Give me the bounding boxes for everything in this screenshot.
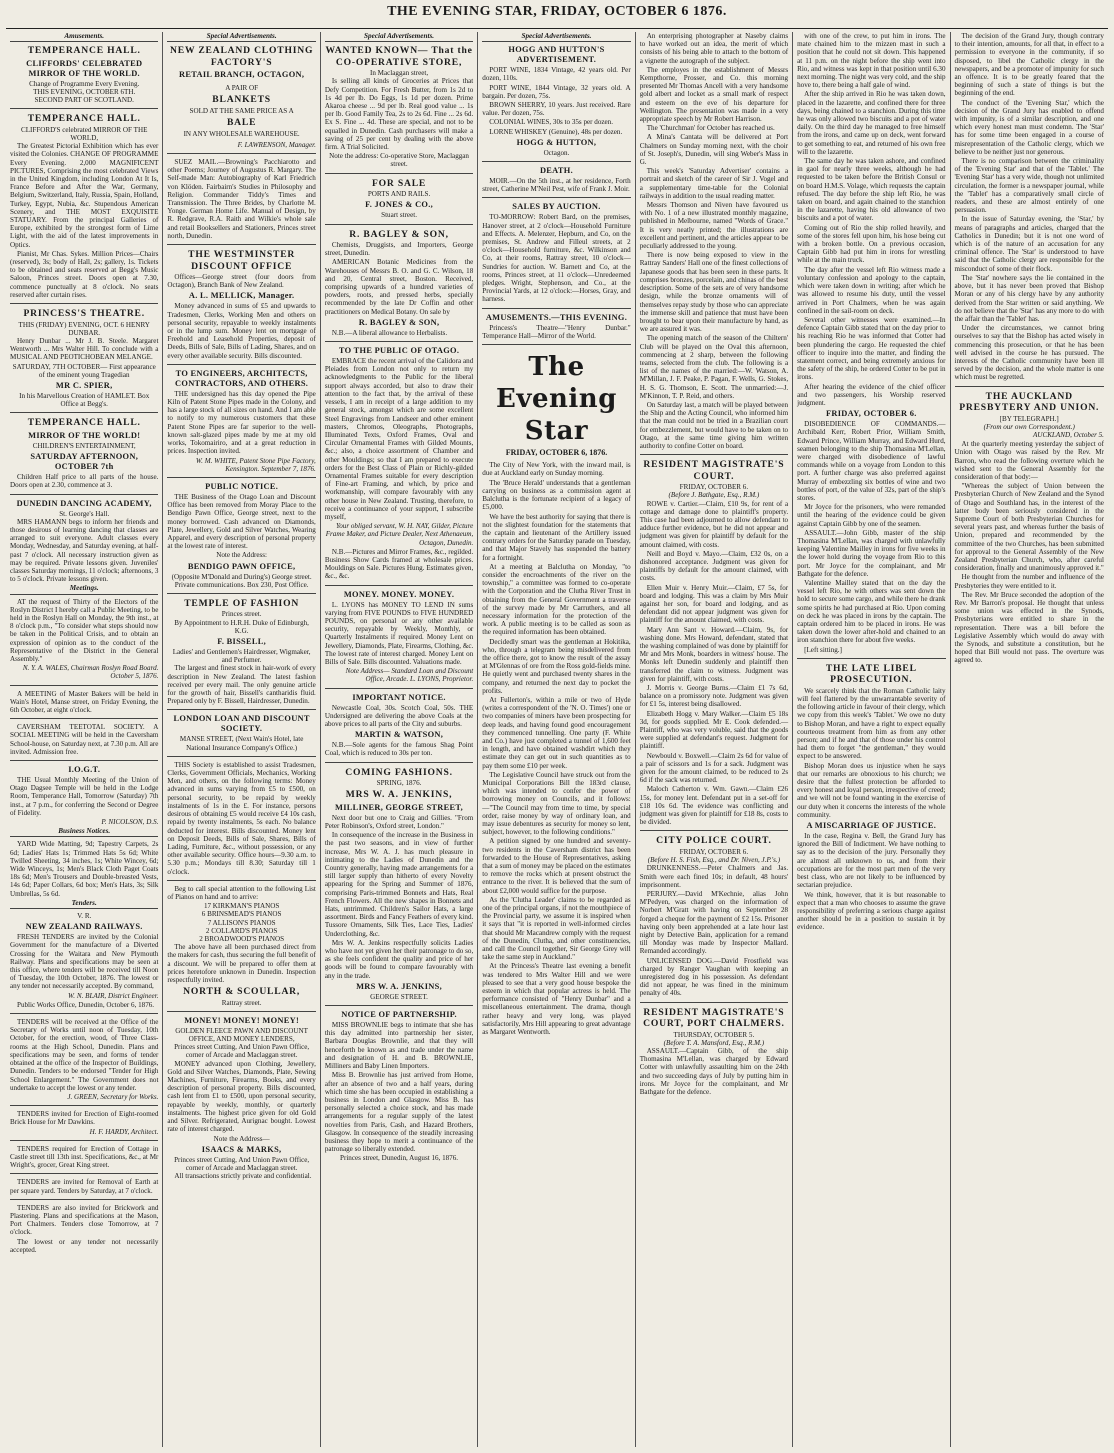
- headline: F. JONES & CO.,: [365, 200, 434, 210]
- divider: [325, 224, 473, 225]
- paragraph: BROWN SHERRY, 10 years. Just received. Rare value. Per dozen, 75s.: [482, 101, 631, 118]
- paragraph: L. LYONS has MONEY TO LEND IN sums varying from FIVE POUNDS to FIVE HUNDRED POUNDS, on personal or any other available security, repayable by Weekly, Monthly, or Quarterly Instalments if required. Money Lent on Jewellery, Diamonds, Plate, Firearms, Clothing, &c. The lowest rate of interest charged. Money Lent on Bills of Sale. Bills discounted. Valuations made.: [324, 600, 474, 666]
- headline: R. BAGLEY & SON,: [349, 228, 449, 240]
- paragraph: TO-MORROW: Robert Bard, on the premises, Hanover street, at 2 o'clock—Household Furniture and Effects. A. Melenzer, Hepburn, and Co, on the premises, St. Andrew and Filleul streets, at 2 o'clock—Household furniture, &c. Wilkinson and Co, at their rooms, Rattray street, 10 o'clock—Sundries for auction. W. Barnett and Co, at the rooms, Princes street, at 11 o'clock—Unredeemed pledges. Wright, Stephenson, and Co., at the Provincial Yards, at 12 o'clock:—Horses, Gray, and harness.: [482, 213, 631, 304]
- divider: [482, 308, 630, 309]
- headline: LONDON LOAN AND DISCOUNT SOCIETY.: [173, 714, 310, 734]
- divider: [167, 756, 315, 757]
- nameplate-date: FRIDAY, OCTOBER 6, 1876.: [505, 448, 608, 458]
- meetings-block: [10, 598, 158, 827]
- paragraph: Pianist, Mr Chas. Sykes. Million Prices—Chairs (reserved), 3s; body of Hall, 2s; gallery, 1s. Tickets to be obtained and seats reserved at Begg's Music Saloon, Princes street. Doors open at 7.30, commence punctually at 8 o'clock. No seats reserved after curtain rises.: [10, 249, 159, 299]
- divider: [325, 762, 473, 763]
- column-2: [163, 32, 320, 1447]
- headline: SECOND PART OF SCOTLAND.: [34, 96, 134, 105]
- paragraph: We have the best authority for saying that there is not the slightest foundation for the statements that the captain and lieutenant of the Artillery issued contrary orders for the Saturday parade on Tuesday, and that Major Stavely has suspended the battery for a fortnight.: [482, 512, 631, 562]
- column-1: [6, 32, 163, 1447]
- paragraph: DISOBEDIENCE OF COMMANDS.—Archibald Kerr, Robert Prior, William Smith, Edward Prince, William Murray, and Edward Hurd, seamen belonging to the ship Thomasina M'Lellan, were charged with disobedience of lawful commands while on a voyage from London to this port. A further charge was also preferred against Murray of embezzling six bottles of wine and two bottles of port, of the value of 32s, part of the ship's stores.: [797, 420, 946, 502]
- column-7-continued-block: [955, 32, 1104, 382]
- amusements-block: [10, 45, 158, 583]
- divider: [325, 688, 473, 689]
- divider: [10, 494, 158, 495]
- paragraph: The Legislative Council have struck out from the Municipal Corporations Bill the 183rd clause, which was intended to confer the power of borrowing money on Councils, and it follows:—"The Council may from time to time, by special order, raise money by way of ordinary loan, and may issue debentures as security for money so lent, subject, however, to the following conditions.": [482, 770, 631, 837]
- paragraph: The employes in the establishment of Messrs Kempthorne, Prosser, and Co. this morning presented Mr Thomas Ancell with a very handsome gold albert and locket as a small mark of respect and esteem on the eve of his departure for Wellington. The presentation was made in a very appropriate speech by Mr Robert Harrison.: [639, 65, 789, 124]
- paragraph: ROWE v. Cartier.—Claim, £10 9s, for rent of a cottage and damage done to plaintiff's property. This case had been adjourned to allow defendant to adduce further evidence, but he did not appear and judgment was given for plaintiff by default for the amount claimed, with costs.: [639, 499, 789, 549]
- paragraph: TENDERS are also invited for Brickwork and Plastering. Plans and specifications at the Mason, Port Chalmers. Tenders close Tomorrow, at 7 o'clock.: [10, 1203, 159, 1237]
- headline: TEMPERANCE HALL.: [27, 417, 141, 429]
- paragraph: He thought from the number and influence of the Presbyteries they were entitled to it.: [954, 573, 1104, 590]
- libel-block: [797, 687, 945, 819]
- paragraph: Henry Dunbar ... Mr J. B. Steele. Margaret Wentworth ... Mrs Walter Hill. To conclude with a MUSICAL AND PEOTICHOBEAN MELANGE.: [10, 336, 159, 362]
- magistrates-court-date: FRIDAY, OCTOBER 6.: [679, 483, 749, 492]
- paragraph: The Greatest Pictorial Exhibition which has ever visited the Colonies. CHANGE OF PROGRAMME Every Evening. 2,000 MAGNIFICENT PICTURES, Comprising the most celebrated Views in the United Kingdom, including London At It Is, France Before and After the War, Germany, Belgium, Switzerland, Italy, Russia, Spain, Holland, Turkey, Egypt, Nubia, &c. Stupendous American Scenery, and THE MOST EXQUISITE STATUARY. From the principal Galleries of Europe, exhibited by the strongest form of Lime Light, with the aid of the latest improvements in Optics.: [10, 142, 159, 249]
- paragraph: There is now being exposed to view in the Rattray Sanders' Hall one of the finest collections of Japanese goods that has been seen in these parts. It comprises bronzes, porcelain, and chinas of the best description. Some of the sets are of very handsome design, while the bronze ornaments will of themselves repay study by those who can appreciate the immense skill and patience that must have been brought to bear upon their manufacture by hand, as we are assured it was.: [639, 251, 789, 334]
- divider: [640, 1002, 788, 1003]
- headline: PUBLIC NOTICE.: [205, 481, 279, 491]
- headline: CLIFFORDS' CELEBRATED MIRROR OF THE WORLD.: [26, 58, 143, 78]
- paragraph: An enterprising photographer at Naseby claims to have worked out an idea, the merit of which consists of his being able to attach to the bottom of a vignette the autograph of the subject.: [639, 32, 789, 65]
- paragraph: MISS BROWNLIE begs to intimate that she has this day admitted into partnership her sister, Barbara Douglas Brownlie, and that they will henceforth be known as and trade under the name and designation of H. and B. BROWNLIE, Milliners and Baby Linen Importers.: [324, 1021, 474, 1071]
- signature-line: W. M. WHITE, Patent Stone Pipe Factory, Kensington. September 7, 1876.: [195, 456, 316, 473]
- signature-line: F. LAWRENSON, Manager.: [237, 140, 316, 149]
- paragraph: Decidedly smart was the gentleman at Hokitika, who, through a telegram being misdelivered from the office there, got to know the result of the assay at M'Glennas of ore from the Ross gold-fields mine. He quietly went and purchased twenty shares in the company, and returned the next day to pocket the profits.: [482, 637, 631, 695]
- headline: In his Marvellous Creation of HAMLET. Box Office at Begg's.: [19, 392, 150, 409]
- headline: By Appointment to H.R.H. Duke of Edinburgh, K.G.: [174, 618, 309, 635]
- paragraph: AMERICAN Botanic Medicines from the Warehouses of Messrs B. O. and G. C. Wilson, 18 and 20, Central street, Boston. Received, comprising upwards of a hundred varieties of powders, roots, and pressed herbs, specially recommended by the late Dr Coffin and other practitioners on Medical Botany. On sale by: [324, 258, 474, 316]
- divider: [325, 1005, 473, 1006]
- headline: WANTED KNOWN— That the CO-OPERATIVE STORE,: [325, 45, 473, 68]
- divider: [167, 477, 315, 478]
- paragraph: Next door but one to Craig and Gillies. "From Peter Robinson's, Oxford street, London.": [324, 813, 474, 831]
- headline: St. George's Hall.: [59, 509, 110, 518]
- headline: I.O.G.T.: [68, 765, 101, 774]
- paragraph: THE undersigned has this day opened the Pipe Kiln of Patent Stone Pipes made in the Colony, and has a large stock of all sizes on hand. And I am able to notify to my numerous customers that these Patent Stone Pipes are far superior to the well-known salt-glazed pipes made by me at my old works, Tokomairiro, and at a great reduction in prices. Inspection invited.: [167, 389, 316, 456]
- auckland-telegraph-tag: [BY TELEGRAPH.]: [999, 414, 1059, 423]
- paragraph: After hearing the evidence of the chief officer and two passengers, his Worship reserved judgment.: [797, 382, 946, 407]
- divider: [167, 1011, 315, 1012]
- headline: Princes street.: [221, 610, 262, 619]
- headline: FOR SALE: [371, 177, 427, 189]
- divider: [10, 108, 158, 109]
- headline: Octagon.: [543, 148, 570, 157]
- divider: [640, 830, 788, 831]
- magistrates-court-heading: RESIDENT MAGISTRATE'S COURT.: [643, 459, 785, 482]
- paragraph: Beg to call special attention to the following List of Pianos on hand and to arrive:: [167, 884, 316, 901]
- headline: 17 KIRKMAN'S PIANOS: [203, 902, 280, 911]
- paragraph: The opening match of the season of the Chiltern' Club will be played on the Oval this afternoon, commencing at 2 sharp, between the following teams, selected from the club. The following is a list of the names of the married:—W. Watson, A. M'Millan, J. F. Peake, P. Pagan, F. Wells, G. Stokes, H. S. G. Thomson, E. Scott. The unmarried:—J. M'Kinnon, T. P. Reid, and others.: [639, 334, 789, 400]
- headline: R. BAGLEY & SON,: [358, 317, 440, 327]
- headline: F. BISSELL,: [217, 637, 267, 647]
- headline: NEW ZEALAND RAILWAYS.: [25, 922, 143, 932]
- paragraph: The day after the vessel left Rio witness made a voluntary confession and apology to the captain, which were taken down in writing; after which he was allowed to resume his duty, until the vessel arrived in Port Chalmers, when he was again confined in the sail-room on deck.: [797, 265, 946, 315]
- divider: [167, 364, 315, 365]
- column-3-block: [325, 45, 473, 1162]
- divider: [167, 709, 315, 710]
- paragraph: The 'Star' nowhere says the lie contained in the above, but it has never been proved that Bishop Moran or any of his clergy have by any authority derived from the Star written or said anything. We do not believe that the 'Star' has any more to do with the affair than the 'Tablet' has.: [954, 273, 1104, 323]
- port-court-block: [640, 1047, 788, 1096]
- newspaper-nameplate: The Evening Star: [496, 352, 617, 447]
- headline: NORTH & SCOULLAR,: [183, 986, 301, 998]
- headline: TEMPERANCE HALL.: [27, 45, 141, 57]
- magistrates-court-block: [640, 500, 788, 827]
- divider: [482, 161, 630, 162]
- paragraph: A Mina's Cantata will be delivered at Port Chalmers on Sunday morning next, with the choir of St. Joseph's, Dunedin, will sing Weber's Mass in G.: [639, 133, 789, 167]
- paragraph: AT the request of Thirty of the Electors of the Roslyn District I hereby call a Public Meeting, to be held in the Roslyn Hall on Monday, the 9th inst., at 8 o'clock p.m., "To consider what steps should now be taken in the Political Crisis, and to obtain an expression of opinion as to the conduct of the Representative of the District in the General Assembly.": [10, 597, 159, 663]
- paragraph: N.B.—Sole agents for the famous Shag Point Coal, which is reduced to 30s per ton.: [324, 741, 474, 758]
- headline: IN ANY WHOLESALE WAREHOUSE.: [183, 129, 300, 138]
- divider: [10, 1173, 158, 1174]
- headline: CLIFFORD'S celebrated MIRROR OF THE WORLD,: [20, 125, 148, 143]
- paragraph: This week's 'Saturday Advertiser' contains a portrait and sketch of the career of Sir J. Vogel and a supplementary time-table for the Colonial railways in addition to the usual reading matter.: [639, 167, 789, 200]
- divider: [10, 1140, 158, 1141]
- headline: AMUSEMENTS.—THIS EVENING.: [485, 312, 628, 322]
- paragraph: THE Usual Monthly Meeting of the Union of Otago Dagsee Temple will be held in the Lodge Room, Temperance Hall, Tomorrow (Saturday) 7th inst., at 7 p.m., for conferring the Second or Degree of Fidelity.: [10, 776, 159, 817]
- paragraph: The Rev. Mr Bruce seconded the adoption of the Rev. Mr Barron's proposal. He thought that unless some union was effected in the Synods, Presbyterians were entitled to share in the representation. There was a bill before the Legislative Assembly which would do away with the Synods, and substitute a constitution, but he hoped that Bill would not pass. The overture was agreed to.: [954, 590, 1104, 665]
- paragraph: Several other witnesses were examined.—In defence Captain Gibb stated that on the day prior to his reaching Rio he was informed that Cotter had been plundering the cargo. He requested the chief officer to inquire into the matter, and finding the statement correct, and being extremely anxious for the safety of the ship, he ordered Cotter to be put in irons.: [797, 315, 946, 382]
- headline: MIRROR OF THE WORLD!: [28, 430, 141, 440]
- paragraph: ASSAULT.—Captain Gibb, of the ship Thomasina M'Lellan, was charged by Edward Cotter with unlawfully assaulting him on the 24th and two succeeding days of July by putting him in irons. Mr Joyce for the complainant, and Mr Bathgate for the defence.: [639, 1047, 789, 1097]
- headline: 6 BRINSMEAD'S PIANOS: [201, 910, 282, 919]
- paragraph: The decision of the Grand Jury, though contrary to their intention, amounts, for all that, in effect to a permission to everyone in the community, if so disposed, to libel the Catholic clergy in the newspapers, and be a promoter of impunity for such an offence. It is to be greatly feared that the beginning of such a state of things is but the beginning of the end.: [954, 32, 1104, 98]
- paragraph: The above have all been purchased direct from the makers for cash, thus securing the full benefit of a discount. We will be prepared to offer them at prices heretofore unknown in Dunedin. Inspection respectfully invited.: [167, 943, 316, 984]
- headline: HOGG AND HUTTON'S ADVERTISEMENT.: [508, 45, 605, 65]
- paragraph: DRUNKENNESS.—Peter Chalmers and Jas. Smith were each fined 10s; in default, 48 hours' imprisonment.: [639, 864, 789, 889]
- paragraph: All transactions strictly private and confidential.: [174, 1172, 312, 1181]
- paragraph: On Saturday last, a match will be played between the Ship and the Acting Council, who informed him that the man could not be tried in a Brazilian court for embezzlement, but would have to be taken on to Otago, at the same time giving him written authority to confine Cotter on board.: [639, 400, 789, 450]
- paragraph: N.B.—Pictures and Mirror Frames, &c., regilded. Business Show Cards framed at wholesale prices. Mouldings on Sale. Pictures Hung. Estimates given, &c., &c.: [324, 547, 474, 581]
- port-court-heading: RESIDENT MAGISTRATE'S COURT, PORT CHALMERS.: [643, 1006, 785, 1030]
- paragraph: At the Princess's Theatre last evening a benefit was tendered to Mrs Walter Hill and we were pleased to see that a very good house bespoke the esteem in which that popular actress is held. The performance consisted of "Henry Dunbar" and a miscellaneous entertainment. The drama, though rather heavy and very long, was played satisfactorily, Mrs Hill appearing to great advantage as Margaret Wentworth.: [482, 962, 631, 1037]
- headline: SPRING, 1876.: [376, 779, 422, 788]
- auckland-block: [955, 440, 1104, 664]
- headline: MRS W. A. JENKINS,: [356, 981, 443, 991]
- paragraph: LORNE WHISKEY (Genuine), 48s per dozen.: [489, 127, 623, 136]
- headline: A. L. MELLICK, Manager.: [188, 291, 295, 301]
- column-4-ads-block: [482, 45, 630, 340]
- column-1-heading: Amusements.: [10, 32, 158, 42]
- divider: [10, 718, 158, 719]
- paragraph: Elizabeth Hogg v. Mary Walker.—Claim £5 18s 3d, for goods supplied. Mr E. Cook defended.—Plaintiff, who was very voluble, said that the goods were supplied at defendant's request. Judgment for plaintiff.: [639, 709, 789, 751]
- paragraph: CAVERSHAM TEETOTAL SOCIETY. A SOCIAL MEETING will be held in the Caversham School-house, on Saturday next, at 7.30 p.m. All are invited. Admission free.: [10, 723, 159, 756]
- police-court-judge: (Before H. S. Fish, Esq., and Dr. Niven, J.P.'s.): [647, 856, 781, 865]
- divider: [10, 1105, 158, 1106]
- paragraph: The City of New York, with the inward mail, is due at Auckland early on Sunday morning.: [482, 461, 631, 478]
- magistrates-court-judge: (Before J. Bathgate, Esq., R.M.): [668, 491, 760, 500]
- paragraph: PERJURY.—David M'Kechnie, alias John M'Pedyen, was charged on the information of Norbert M'Gratt with having on September 28 forged a cheque for the payment of £2 15s. Prisoner having only been apprehended at a late hour last night by Detective Bain, application for a remand till Monday was made by Inspector Mallard. Remanded accordingly.: [639, 890, 789, 956]
- paragraph: At Fullerton's, within a mile or two of Hyde (writes a correspondent of the 'N. O. Times') one or two companies of miners have been prospecting for deep leads, and having found good encouragement they commenced tunnelling. One party (F. White and Co.) have just completed a tunnel of 1,600 feet in length, and have obtained washdirt which they estimate they can get out in such quantities as to pay them some £10 per week.: [482, 695, 631, 770]
- paragraph: J. Morris v. George Burns.—Claim £1 7s 6d, balance on a promissory note. Judgment was given for £1 5s, interest being disallowed.: [639, 684, 789, 709]
- headline: Princes street Cutting, And Union Pawn Office, corner of Arcade and Maclaggan street.: [174, 1043, 310, 1060]
- paragraph: MOIR.—On the 5th inst., at her residence, Forth street, Catherine M'Neil Pest, wife of Frank J. Moir.: [482, 177, 631, 194]
- paragraph: At a meeting at Balclutha on Monday, "to consider the encroachments of the river on the township," a committee was formed to co-operate with the Corporation and the Clutha River Trust in obtaining from the General Government a traverse of the survey made by Mr Carruthers, and all necessary information for the protection of the work. A public meeting is to be called as soon as the required information has been obtained.: [482, 562, 631, 637]
- tenders-heading: Tenders.: [10, 899, 158, 909]
- paragraph: In the case, Regina v. Bell, the Grand Jury has ignored the Bill of Indictment. We have nothing to say as to the decision of the jury. Personally they are almost all unknown to us, and from their occupations are for the most part men of the very best class, who are not likely to be influenced by sectarian prejudice.: [797, 832, 946, 890]
- headline: PRINCESS'S THEATRE.: [23, 308, 145, 320]
- column-4-heading: Special Advertisements.: [482, 32, 630, 42]
- paragraph: There is no comparison between the criminality of the 'Evening Star' and that of the 'Tablet.' The 'Evening Star' has a very wide, though not unlimited circulation, the former is a newspaper journal, while the 'Tablet' has a comparatively small circle of readers, and these are almost entirely of one persuasion.: [954, 157, 1104, 215]
- auckland-presbytery-heading: THE AUCKLAND PRESBYTERY AND UNION.: [959, 390, 1100, 414]
- divider: [10, 1013, 158, 1014]
- paragraph: MRS HAMANN begs to inform her friends and those desirous of learning dancing that classes are arranged to suit everyone. Adult classes every Monday, Wednesday, and Saturday evening, at half-past 7 o'clock. All necessary instruction given as may be required. Private lessons given. Juveniles' classes Saturday mornings, 11 o'clock; afternoons, 3 to 5 o'clock. Private lessons given.: [10, 517, 159, 584]
- paragraph: FRESH TENDERS are invited by the Colonial Government for the manufacture of a Diverted Crossing for the Waitara and New Plymouth Railway. Plans and specifications may be seen at this office, where tenders will be received till Noon of Tuesday, the 10th October, 1876. The lowest or any tender not necessarily accepted. By command,: [10, 933, 159, 991]
- headline: ISAACS & MARKS,: [201, 1144, 282, 1154]
- divider: [482, 344, 630, 345]
- divider: [167, 593, 315, 594]
- paragraph: A MEETING of Master Bakers will be held in Wain's Hotel, Manse street, on Friday Evening, the 6th October, at eight o'clock.: [10, 689, 159, 714]
- paragraph: with one of the crew, to put him in irons. The mate chained him to the mizzen mast in such a position that he could not sit down. This happened at 11 p.m. on the night before the ship went into Rio, and witness was kept in that position until 6.30 next morning. The night was very cold, and the ship hove to, there being a half gale of wind.: [797, 32, 946, 90]
- paragraph: Maloch Catherton v. Wm. Gawn.—Claim £26 15s, for money lent. Defendant put in a set-off for £18 10s 6d. The evidence was conflicting and judgment was given for plaintiff for £18 8s, costs to be divided.: [639, 785, 789, 827]
- paragraph: We scarcely think that the Roman Catholic laity will feel flattered by the unwarrantable severity of the following article in favour of their clergy, which we copy from this week's 'Tablet.' We owe no duty to Bishop Moran, and have a right to expect equally courteous treatment from him as from any other person; and if he and that of those under his control had them to forget "the gentleman," they would expect to be answered.: [797, 686, 946, 761]
- paragraph: TENDERS required for Erection of Cottage in Castle street till 13th inst. Specifications, &c., at Mr Wright's, grocer, Great King street.: [10, 1144, 159, 1170]
- headline: BALE: [226, 117, 257, 129]
- headline: MRS W. A. JENKINS,: [345, 789, 453, 801]
- columns: [6, 32, 1108, 1447]
- paragraph: TENDERS are invited for Removal of Earth at per square yard. Tenders by Saturday, at 7 o'clock.: [10, 1178, 159, 1195]
- headline: TEMPERANCE HALL.: [27, 113, 141, 125]
- paragraph: A petition signed by one hundred and seventy-two residents in the Caversham district has been forwarded to the House of Representatives, asking that a sum of money may be placed on the estimates to remove the rocks which at present obstruct the entrance to the river. It is believed that the sum of about £2,000 would suffice for the purpose.: [482, 837, 631, 895]
- divider: [167, 244, 315, 245]
- divider: [325, 341, 473, 342]
- business-notices-block: [10, 840, 158, 897]
- headline: MONEY. MONEY. MONEY.: [343, 589, 455, 599]
- paragraph: Ellen Muir v. Henry Muir.—Claim, £7 5s, for board and lodging. This was a claim by Mrs Muir against her son, for board and lodging, and as defendant did not appear judgment was given for plaintiff for the amount claimed, with costs.: [639, 583, 789, 625]
- headline: A PAIR OF: [225, 84, 259, 93]
- headline: TO ENGINEERS, ARCHITECTS, CONTRACTORS, AND OTHERS.: [175, 368, 309, 388]
- paragraph: The conduct of the 'Evening Star,' which the decision of the Grand Jury has enabled to offend with impunity, is of a similar description, and one which every honest man must condemn. The 'Star' has for some time been engaged in a course of misrepresentation of the Catholic clergy, which we believe to be neither just nor generous.: [954, 98, 1104, 156]
- headline: 2 COLLARD'S PIANOS: [205, 926, 278, 935]
- paragraph: Coming out of Rio the ship rolled heavily, and some of the stores fell upon him, his hose being cut with a broken bottle. On a previous occasion, Captain Gibb had put him in irons for wrestling while at the main truck.: [797, 223, 946, 265]
- paragraph: Chemists, Druggists, and Importers, George street, Dunedin.: [324, 241, 474, 258]
- headline: MARTIN & WATSON,: [354, 730, 444, 740]
- paragraph: Mary Ann Sant v. Howard.—Claim, 9s, for washing done. Mrs Howard, defendant, stated that the washing complained of was done by plaintiff for Mr and Mrs Monk, boarders in witness' house. The Monks left Dunedin suddenly and plaintiff then transferred the claim to witness. Judgment was given for plaintiff, with costs.: [639, 625, 789, 683]
- police-court-date: FRIDAY, OCTOBER 6.: [679, 847, 749, 856]
- paragraph: In the issue of Saturday evening, the 'Star,' by means of paragraphs and articles, charged that the Catholics in Dunedin; but it is not one word of which is of the nature of an accusation for any criminal offence. The 'Star' is understood to have said that the Catholic clergy are responsible for the misconduct of some of their flock.: [954, 215, 1104, 273]
- headline: GEORGE STREET.: [370, 992, 428, 1001]
- paragraph: Offices—George street (four doors from Octagon), Branch Bank of New Zealand.: [167, 273, 316, 290]
- column-6-continued-block: [797, 32, 945, 407]
- paragraph: Valentine Mailley stated that on the day the vessel left Rio, he with others was sent down the hold to secure some cargo, and while there he drank some spirits he had purchased at Rio. Upon coming on deck he was placed in irons by the captain. The captain ordered him to be placed in irons. He was taken down the lower after-hold and chained to an iron stanchion there for about five weeks.: [797, 579, 946, 645]
- headline: NEW ZEALAND CLOTHING FACTORY'S: [170, 45, 314, 68]
- headline: GOLDEN FLEECE PAWN AND DISCOUNT OFFICE, AND MONEY LENDERS,: [175, 1026, 309, 1044]
- miscarriage-heading: A MISCARRIAGE OF JUSTICE.: [806, 821, 937, 831]
- headline: Note the Address—: [213, 1134, 270, 1143]
- headline: HOGG & HUTTON,: [516, 137, 597, 147]
- paragraph: Children Half price to all parts of the house. Doors open at 2.30, commence at 3.: [10, 473, 159, 490]
- paragraph: "Whereas the subject of Union between the Presbyterian Church of New Zealand and the Synod of Otago and Southland has, in the interest of the latter body been seriously considered in the Supreme Court of both Presbyterian Churches for several years past, and whereas further the basis of Union, prepared and recommended by the committee of the two Churches, has been submitted for approval to the General Assembly of the New Zealand Presbyterian Church, who, after careful consideration, finally and unanimously approved it.": [954, 482, 1104, 573]
- signature-line: Note Address— Standard Loan and Discount Office, Arcade. L. LYONS, Proprietor.: [345, 667, 474, 684]
- meetings-heading: Meetings.: [10, 584, 158, 594]
- divider: [10, 412, 158, 413]
- headline: Princes street, Dunedin, August 16, 1876.: [340, 1154, 459, 1163]
- paragraph: Mrs W. A. Jenkins respectfully solicits Ladies who have not yet given her their patronage to do so, as she feels confident the quality and price of her goods will be found to compare favourably with any in the trade.: [324, 938, 474, 980]
- paragraph: The largest and finest stock in hair-work of every description in New Zealand. The latest fashion received per every mail. The only genuine article for the growth of hair, Bissell's cantharidis fluid. Prepared only by F. Bissell, Hairdresser, Dunedin.: [167, 664, 316, 706]
- paragraph: TENDERS invited for Erection of Eight-roomed Brick House for Mr Dawkins.: [10, 1110, 159, 1127]
- headline: TO THE PUBLIC OF OTAGO.: [338, 346, 460, 356]
- divider: [167, 880, 315, 881]
- paragraph: EMBRACE the recent arrival of the Calidora and Pleiades from London not only to return my acknowledgments to the Public for the liberal support always accorded, but also to draw their attention to the fact that, by the arrival of these vessels, I am in receipt of a large addition to my general stock, amongst which are some excellent Steel Engravings from Landseer and other eminent masters, Chromos, Oleographs, Photographs, Illuminated Texts, Oxford Frames, Oval and Circular Ornamental Frames with Gilded Mounts, &c.; also, a choice assortment of Chamber and other Mouldings; so that I am prepared to execute orders for the Best Class of Plain or Richly-gilded Ornamental Frames suitable for every description of Fine-art Framing, and which, by price and workmanship, will compare favourably with any other house in New Zealand. Trusting, therefore, to receive a continuance of your support, I subscribe myself,: [324, 357, 474, 521]
- headline: BLANKETS: [212, 94, 271, 106]
- divider: [10, 1199, 158, 1200]
- column-4: [478, 32, 635, 1447]
- business-notices-heading: Business Notices.: [10, 827, 158, 837]
- headline: RETAIL BRANCH, OCTAGON,: [179, 70, 305, 80]
- paragraph: THIS Society is established to assist Tradesmen, Clerks, Government Officials, Mechanics, Working Men, and others, on the following terms: Money advanced in sums varying from £5 to £500, on personal security, to be repaid by weekly instalments of 1s in the £. For instance, persons desirous of obtaining £5 would receive £4 10s cash, repaid by twenty instalments, 5s each. No balance deducted for interest. Bills discounted. Money lent on Deposit Deeds, Bills of Sale, Shares, Bills of Lading, Furniture, &c., without possession, or any other available security. Office hours—9.30 a.m. to 5.30 p.m.; Mondays till 8.30; Saturday till 1 o'clock.: [167, 760, 316, 876]
- divider: [325, 585, 473, 586]
- signature-line: J. GREEN, Secretary for Works.: [67, 1092, 159, 1101]
- headline: DUNEDIN DANCING ACADEMY,: [16, 498, 152, 508]
- paragraph: PORT WINE, 1844 Vintage, 32 years old. A bargain. Per dozen, 75s.: [482, 83, 631, 100]
- paragraph: [Left sitting.]: [804, 645, 842, 654]
- paragraph: COLONIAL WINES, 30s to 35s per dozen.: [489, 118, 613, 127]
- headline: SATURDAY, 7TH OCTOBER— First appearance of the eminent young Tragedian: [12, 362, 156, 379]
- headline: Princes street Cutting, And Union Pawn Office, corner of Arcade and Maclaggan street.: [174, 1155, 310, 1172]
- paragraph: Messrs Thomson and Niven have favoured us with No. 1 of a new illustrated monthly magazine, published in Melbourne, named "Words of Grace." It is very neatly printed; the illustrations are excellent and pertinent, and the articles appear to be peculiarly addressed to the young.: [639, 201, 789, 251]
- paragraph: THE Business of the Otago Loan and Discount Office has been removed from Moray Place to the Bendigo Pawn Office, George street, next to the money borrowed. Cash advanced on Diamonds, Plate, Jewellery, Gold and Silver Watches, Wearing Apparel, and every description of personal property at the lowest rate of interest.: [167, 492, 316, 551]
- headline: SALES BY AUCTION.: [512, 202, 601, 212]
- friday-block: [797, 420, 945, 654]
- paragraph: Is selling all kinds of Groceries at Prices that Defy Competition. For Fresh Butter, from 1s 2d to 1s 4d per lb. Do Eggs, 1s 1d per dozen. Prime Akaroa cheese ... 9d per lb. Real good value ... 1s per lb. Good Family Tea, 2s to 2s 6d. Fine ... 2s 6d. Ex S. Fine ... 4d. These are special, and not to be equalled in Dunedin. Cash purchasers will make a saving of 25 per cent by dealing with the above firm. A Trial Solicited.: [324, 77, 474, 152]
- headline: PORTS AND RAILS.: [367, 190, 431, 199]
- paragraph: Newcastle Coal, 30s. Scotch Coal, 50s. THE Undersigned are delivering the above Coals at the above prices to all parts of the City and suburbs.: [324, 703, 474, 728]
- paragraph: Princess's Theatre—"Henry Dunbar." Temperance Hall—Mirror of the World.: [482, 323, 631, 340]
- headline: SOLD AT THE SAME PRICE AS A: [189, 106, 294, 115]
- divider: [640, 454, 788, 455]
- signature-line: N. Y. A. WALES, Chairman Roslyn Road Board. October 5, 1876.: [22, 664, 159, 681]
- headline: SATURDAY AFTERNOON, OCTOBER 7th: [30, 452, 139, 472]
- paragraph: MONEY advanced upon Clothing, Jewellery, Gold and Silver Watches, Diamonds, Plate, Sewing Machines, Furniture, Firearms, Books, and every description of personal property. Bills discounted, cash lent from £1 to £500, upon personal security, repayable by weekly, monthly, or quarterly instalments. The highest price given for old Gold and Silver. Refrigerated, Aurignac bought. Lowest rate of interest charged.: [167, 1059, 316, 1134]
- headline: Note the address: Co-operative Store, Maclaggan street.: [329, 152, 469, 169]
- headline: Rattray street.: [221, 998, 262, 1007]
- paragraph: Mr Joyce for the prisoners, who were remanded until the hearing of the evidence could be given against Captain Gibb by one of the seamen.: [797, 503, 946, 528]
- headline: MR C. SPIER,: [55, 381, 113, 390]
- signature-line: H. F. HARDY, Architect.: [89, 1127, 159, 1136]
- headline: COMING FASHIONS.: [345, 766, 453, 778]
- paragraph: TENDERS will be received at the Office of the Secretary of Works until noon of Tuesday, 10th October, for the erection, wood, of Three Class-rooms at the High School, Dunedin. Plans and specifications may be seen, and forms of tender obtained at the office of the Inspector of Buildings, Dunedin. Tenders to be endorsed "Tender for High School Enlargement." The Government does not undertake to accept the lowest or any tender.: [10, 1018, 159, 1092]
- headline: TEMPLE OF FASHION: [184, 597, 300, 609]
- headline: (Opposite M'Donald and During's) George street. Private communications. Box 230, Post Office.: [171, 572, 312, 589]
- signature-line: Your obliged servant, W. H. NAY, Gilder, Picture Frame Maker, and Picture Dealer, Next Athenaeum, Octagon, Dunedin.: [325, 522, 474, 547]
- column-2-block: [167, 45, 315, 1180]
- paragraph: Neill and Boyd v. Mayo.—Claim, £32 0s, on a dishonored acceptance. Judgment was given for plaintiffs by default for the amount claimed, with costs.: [639, 549, 789, 583]
- divider: [955, 386, 1104, 387]
- headline: IMPORTANT NOTICE.: [352, 692, 446, 702]
- divider: [325, 173, 473, 174]
- headline: Ladies' and Gentlemen's Hairdresser, Wigmaker, and Perfumer.: [172, 648, 311, 665]
- auckland-correspondent: (From our own Correspondent.): [983, 422, 1075, 431]
- paragraph: UNLICENSED DOG.—David Frostfield was charged by Ranger Vaughan with keeping an unregistered dog in his possession. As defendant did not appear, he was fined in the minimum penalty of 40s.: [639, 956, 789, 998]
- police-court-heading: CITY POLICE COURT.: [656, 835, 772, 847]
- port-court-date: THURSDAY, OCTOBER 5.: [673, 1030, 755, 1039]
- paragraph: Miss B. Brownlie has just arrived from Home, after an absence of two and a half years, during which time she has been occupied in establishing a business in London and Glasgow. Miss B. has personally selected a choice stock, and has made arrangements for a regular supply of the latest novelties from Paris, Cash, and Hazard Brothers, Glasgow. In consequence of the steadily increasing business they hope to merit a continuance of the patronage so liberally extended.: [324, 1071, 474, 1154]
- headline: THIS EVENING, OCTOBER 6TH.: [33, 87, 136, 96]
- paragraph: Public Works Office, Dunedin, October 6, 1876.: [17, 1000, 155, 1009]
- paragraph: PORT WINE, 1834 Vintage, 42 years old. Per dozen, 110s.: [482, 66, 631, 83]
- paragraph: N.B.—A liberal allowance to Herbalists.: [331, 328, 448, 337]
- headline: 7 ALLISON'S PIANOS: [207, 918, 276, 927]
- paragraph: The 'Bruce Herald' understands that a gentleman carrying on business as a commission agent at Balclutha is the fortunate recipient of a legacy of £5,000.: [482, 478, 631, 512]
- divider: [10, 760, 158, 761]
- paragraph: The same day he was taken ashore, and confined in gaol for nearly three weeks, although he had requested to be taken before the British Consul or on board H.M.S. Volage, which requests the captain refused. The day before the ship left Rio, he was taken on board, and again chained to the stanchion in the lazarette, having his old allowance of two biscuits and a pot of water.: [797, 157, 946, 223]
- column-7: [951, 32, 1108, 1447]
- friday-heading: FRIDAY, OCTOBER 6.: [825, 409, 917, 419]
- paragraph: In consequence of the increase in the Business in the past two seasons, and in view of further increase, Mrs W. A. J. has much pleasure in intimating to the Ladies of Dunedin and the Country generally, having made arrangements for a still larger supply than hitherto of every Novelty appearing for the Spring and Summer of 1876, comprising Paris-trimmed Bonnets and Hats, Real French Flowers. All the new shapes in Bonnets and Hats, untrimmed. Children's Sailor Hats, a large assortment. Birds and Fancy Feathers of every kind. Tussore Ornaments, Silk Ties, Lace Ties, Ladies' Underclothing, &c.: [324, 831, 474, 938]
- paragraph: After the ship arrived in Rio he was taken down, placed in the lazarette, and confined there for three days, being chained to a stanchion. During this time he was only allowed two biscuits and a pot of water daily. On the third day he managed to free himself from the irons, and came up on deck, went forward to get something to eat, and returned of his own free will to the lazarette.: [797, 90, 946, 156]
- column-3-heading: Special Advertisements.: [325, 32, 473, 42]
- editorial-notes-block: [482, 461, 630, 1036]
- headline: MONEY! MONEY! MONEY!: [184, 1015, 300, 1025]
- divider: [167, 153, 315, 154]
- headline: DEATH.: [539, 166, 573, 176]
- headline: In Maclaggan street,: [370, 69, 429, 78]
- police-court-block: [640, 864, 788, 997]
- paragraph: At the quarterly meeting yesterday the subject of Union with Otago was raised by the Rev. Mr Barron, who read the following overture which he wished sent to the General Assembly for the consideration of that body:—: [954, 440, 1104, 481]
- paragraph: Newbould v. Boxwell.—Claim 2s 6d for value of a pair of scissors and 1s for a sack. Judgment was given for the amount claimed, to be reduced to 2s 6d if the sack was returned.: [639, 751, 789, 785]
- headline: NOTICE OF PARTNERSHIP.: [341, 1010, 457, 1020]
- paragraph: The 'Churchman' for October has reached us.: [646, 124, 775, 133]
- paragraph: As the 'Clutha Leader' claims to be regarded as one of the principal organs, if not the mouthpiece of the Provincial party, we assume it is inspired when it says that "it is reported in well-informed circles that should Mr Macandrew comply with the request of the Dunedin, Clutha, and other constituencies, and call the Council together, Sir George Grey will take the same step in Auckland.": [482, 895, 631, 962]
- paragraph: Bishop Moran does us injustice when he says that our remarks are obnoxious to his church; we desire that the fullest protection be afforded to every honest and loyal person, irrespective of creed; and we will not be found wanting in the exercise of our duty when it concerns the interests of the whole community.: [797, 761, 946, 819]
- paragraph: SUEZ MAIL.—Browning's Pacchiarotto and other Poems; Journey of Augustus R. Margary. The Self-made Man: Autobiography of Karl Friedrich von Klöden. Fairbairn's Studies in Philosophy and Religion. Commander Tiddy's Times and Transmission. The Three Brides, by Charlotte M. Yonge. German Home Life. Manual of Design, by R. Redgrave, R.A. Raith and Wilkie's whole sale and retail Booksellers and Stationers, Princes street north, Dunedin.: [167, 158, 316, 240]
- signature-line: P. NICOLSON, D.S.: [101, 818, 159, 827]
- headline: THIS (FRIDAY) EVENING, OCT. 6 HENRY DUNBAR.: [18, 320, 150, 337]
- column-6: [793, 32, 950, 1447]
- paragraph: YARD Wide Matting, 9d; Tapestry Carpets, 2s 6d; Ladies' Hats 1s; Trimmed Hats 5s 6d; White Twilled Sheeting, 34 inches, 1s; White Wincey, 6d; Wide Winceys, 1s; Men's Black Cloth Paget Coats 18s 6d; Men's Trousers and Double-breasted Vests, 14s 6d; Paper Collars, 6d box; Men's Hats, 3s; Silk Umbrellas, 5s 6d.: [10, 840, 159, 898]
- column-5: [636, 32, 793, 1447]
- libel-heading: THE LATE LIBEL PROSECUTION.: [825, 662, 917, 686]
- column-2-heading: Special Advertisements.: [167, 32, 315, 42]
- paragraph: Under the circumstances, we cannot bring ourselves to say that the Bishop has acted wisely in commencing this prosecution, or that he has been well advised in the course he has pursued. The interests of the Catholic community have been ill served by the decision, and the whole matter is one which must be regretted.: [954, 324, 1104, 382]
- column-3: [321, 32, 478, 1447]
- paragraph: Money advanced in sums of £5 and upwards to Tradesmen, Clerks, Working Men and others on personal security, repayable to weekly instalments or in the lump sum. Money lent on mortgage of Freehold and Leasehold Properties, deposit of Deeds, Bills of Sale, Bills of Lading, Shares, and on every other available security. Bills discounted.: [167, 302, 316, 360]
- paragraph: ASSAULT.—John Gibb, master of the ship Thomasina M'Lellan, was charged with unlawfully keeping Valentine Mailley in irons for five weeks in the lower hold during the voyage from Rio to this port. Mr Joyce for the complainant, and Mr Bathgate for the defence.: [797, 528, 946, 578]
- port-court-judge: (Before T. A. Mansford, Esq., R.M.): [663, 1038, 765, 1047]
- paragraph: We think, however, that it is but reasonable to expect that a man who chooses to assume the grave responsibility of preferring a serious charge against another should be in a position to sustain it by evidence.: [797, 890, 946, 932]
- headline: 2 BROADWOOD'S PIANOS: [199, 934, 285, 943]
- headline: Note the Address:: [216, 551, 268, 560]
- column-5-notes-block: [640, 32, 788, 450]
- divider: [10, 303, 158, 304]
- divider: [482, 197, 630, 198]
- headline: MILLINER, GEORGE STREET,: [335, 802, 464, 812]
- headline: V. R.: [77, 912, 92, 921]
- headline: BENDIGO PAWN OFFICE,: [187, 561, 296, 571]
- headline: CHILDREN'S ENTERTAINMENT,: [32, 441, 136, 450]
- masthead: [6, 4, 1108, 29]
- headline: THE WESTMINSTER DISCOUNT OFFICE: [188, 249, 296, 272]
- headline: Change of Programme Every Evening.: [29, 79, 140, 88]
- paragraph: The lowest or any tender not necessarily accepted.: [10, 1237, 159, 1254]
- auckland-dateline: AUCKLAND, October 5.: [1033, 430, 1104, 439]
- miscarriage-block: [797, 832, 945, 931]
- headline: MANSE STREET, (Next Wain's Hotel, late National Insurance Company's Office.): [179, 735, 304, 752]
- divider: [797, 658, 945, 659]
- divider: [10, 685, 158, 686]
- tenders-block: [10, 912, 158, 1254]
- signature-line: W. N. BLAIR, District Engineer.: [68, 991, 159, 1000]
- headline: Stuart street.: [381, 211, 417, 220]
- masthead-title: THE EVENING STAR, FRIDAY, OCTOBER 6 1876.: [387, 4, 727, 19]
